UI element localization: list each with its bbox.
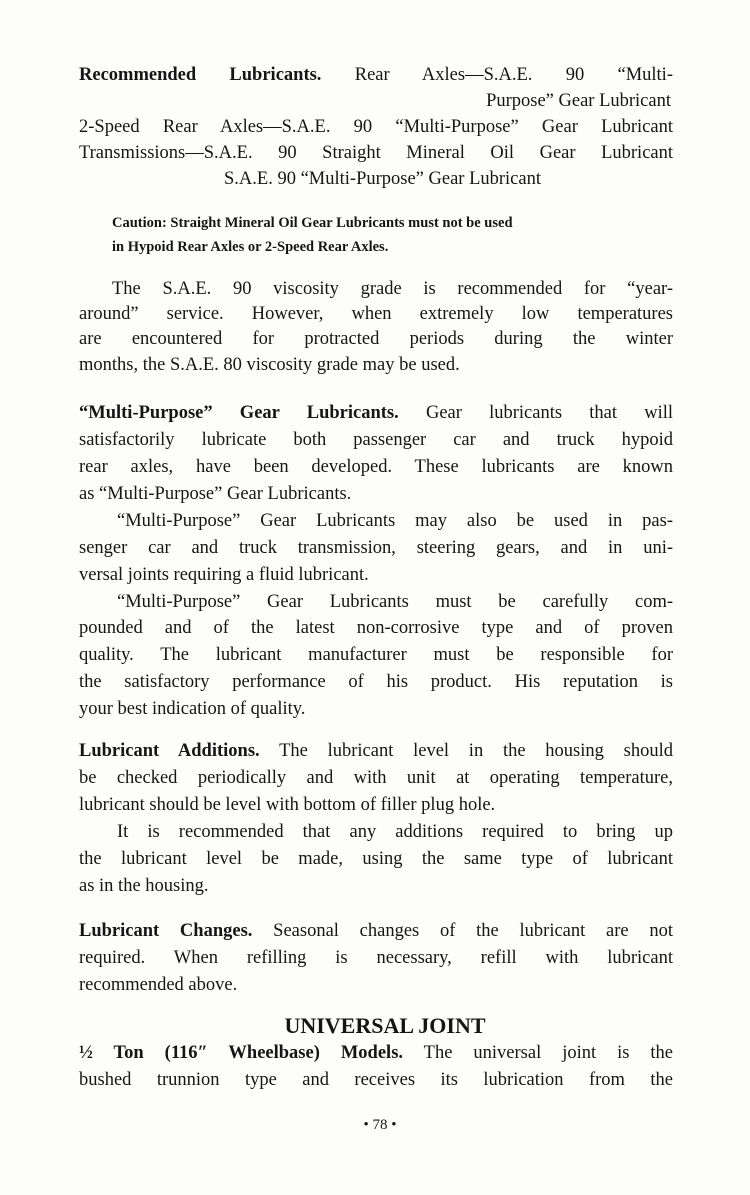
- recommended-line-1-text: Rear Axles—S.A.E. 90 “Multi-: [354, 65, 673, 85]
- changes-heading: Lubricant Changes.: [79, 921, 253, 941]
- changes-line-2: required. When refilling is necessary, refill with lubricant: [79, 948, 673, 968]
- caution-line-2: in Hypoid Rear Axles or 2-Speed Rear Axles.: [112, 239, 389, 255]
- multipurpose-line-5: “Multi-Purpose” Gear Lubricants may also be used in pas-: [117, 511, 673, 531]
- multipurpose-line-6: senger car and truck transmission, steering gears, and in uni-: [79, 538, 673, 558]
- additions-line-4: It is recommended that any additions required to bring up: [117, 822, 673, 842]
- universal-joint-line-1-text: The universal joint is the: [423, 1043, 673, 1063]
- multipurpose-line-3: rear axles, have been developed. These lubricants are known: [79, 457, 673, 477]
- universal-joint-line-1: [79, 1040, 673, 1066]
- viscosity-line-2: around” service. However, when extremely low temperatures: [79, 304, 673, 324]
- recommended-line-2: Purpose” Gear Lubricant: [486, 91, 671, 111]
- additions-heading: Lubricant Additions.: [79, 741, 260, 761]
- multipurpose-line-10: quality. The lubricant manufacturer must be responsible for: [79, 645, 673, 665]
- viscosity-line-4: months, the S.A.E. 80 viscosity grade may be used.: [79, 355, 460, 375]
- page-number: • 78 •: [363, 1117, 397, 1133]
- caution-line-1: Caution: Straight Mineral Oil Gear Lubricants must not be used: [112, 215, 513, 231]
- additions-line-3: lubricant should be level with bottom of filler plug hole.: [79, 795, 496, 815]
- multipurpose-line-7: versal joints requiring a fluid lubricant.: [79, 565, 369, 585]
- recommended-line-1: [79, 62, 673, 88]
- additions-line-6: as in the housing.: [79, 876, 209, 896]
- universal-joint-line-2: bushed trunnion type and receives its lubrication from the: [79, 1070, 673, 1090]
- changes-line-3: recommended above.: [79, 975, 238, 995]
- multipurpose-heading: “Multi-Purpose” Gear Lubricants.: [79, 403, 399, 423]
- recommended-line-4: Transmissions—S.A.E. 90 Straight Mineral Oil Gear Lubricant: [79, 143, 673, 163]
- multipurpose-line-1: [79, 400, 673, 426]
- recommended-heading: Recommended Lubricants.: [79, 65, 322, 85]
- recommended-line-3: 2-Speed Rear Axles—S.A.E. 90 “Multi-Purpose” Gear Lubricant: [79, 117, 673, 137]
- multipurpose-line-9: pounded and of the latest non-corrosive type and of proven: [79, 618, 673, 638]
- viscosity-line-1: The S.A.E. 90 viscosity grade is recommended for “year-: [112, 279, 673, 299]
- recommended-line-5: S.A.E. 90 “Multi-Purpose” Gear Lubricant: [224, 169, 541, 189]
- multipurpose-line-11: the satisfactory performance of his product. His reputation is: [79, 672, 673, 692]
- viscosity-line-3: are encountered for protracted periods during the winter: [79, 329, 673, 349]
- multipurpose-line-2: satisfactorily lubricate both passenger car and truck hypoid: [79, 430, 673, 450]
- additions-line-2: be checked periodically and with unit at operating temperature,: [79, 768, 673, 788]
- multipurpose-line-1-text: Gear lubricants that will: [425, 403, 674, 423]
- multipurpose-line-8: “Multi-Purpose” Gear Lubricants must be carefully com-: [117, 592, 673, 612]
- section-title-universal-joint: UNIVERSAL JOINT: [284, 1013, 486, 1038]
- additions-line-1: [79, 738, 673, 764]
- additions-line-5: the lubricant level be made, using the same type of lubricant: [79, 849, 673, 869]
- additions-line-1-text: The lubricant level in the housing should: [279, 741, 673, 761]
- multipurpose-line-4: as “Multi-Purpose” Gear Lubricants.: [79, 484, 352, 504]
- multipurpose-line-12: your best indication of quality.: [79, 699, 306, 719]
- changes-line-1: [79, 918, 673, 944]
- universal-joint-heading: ½ Ton (116″ Wheelbase) Models.: [79, 1043, 404, 1063]
- changes-line-1-text: Seasonal changes of the lubricant are not: [273, 921, 673, 941]
